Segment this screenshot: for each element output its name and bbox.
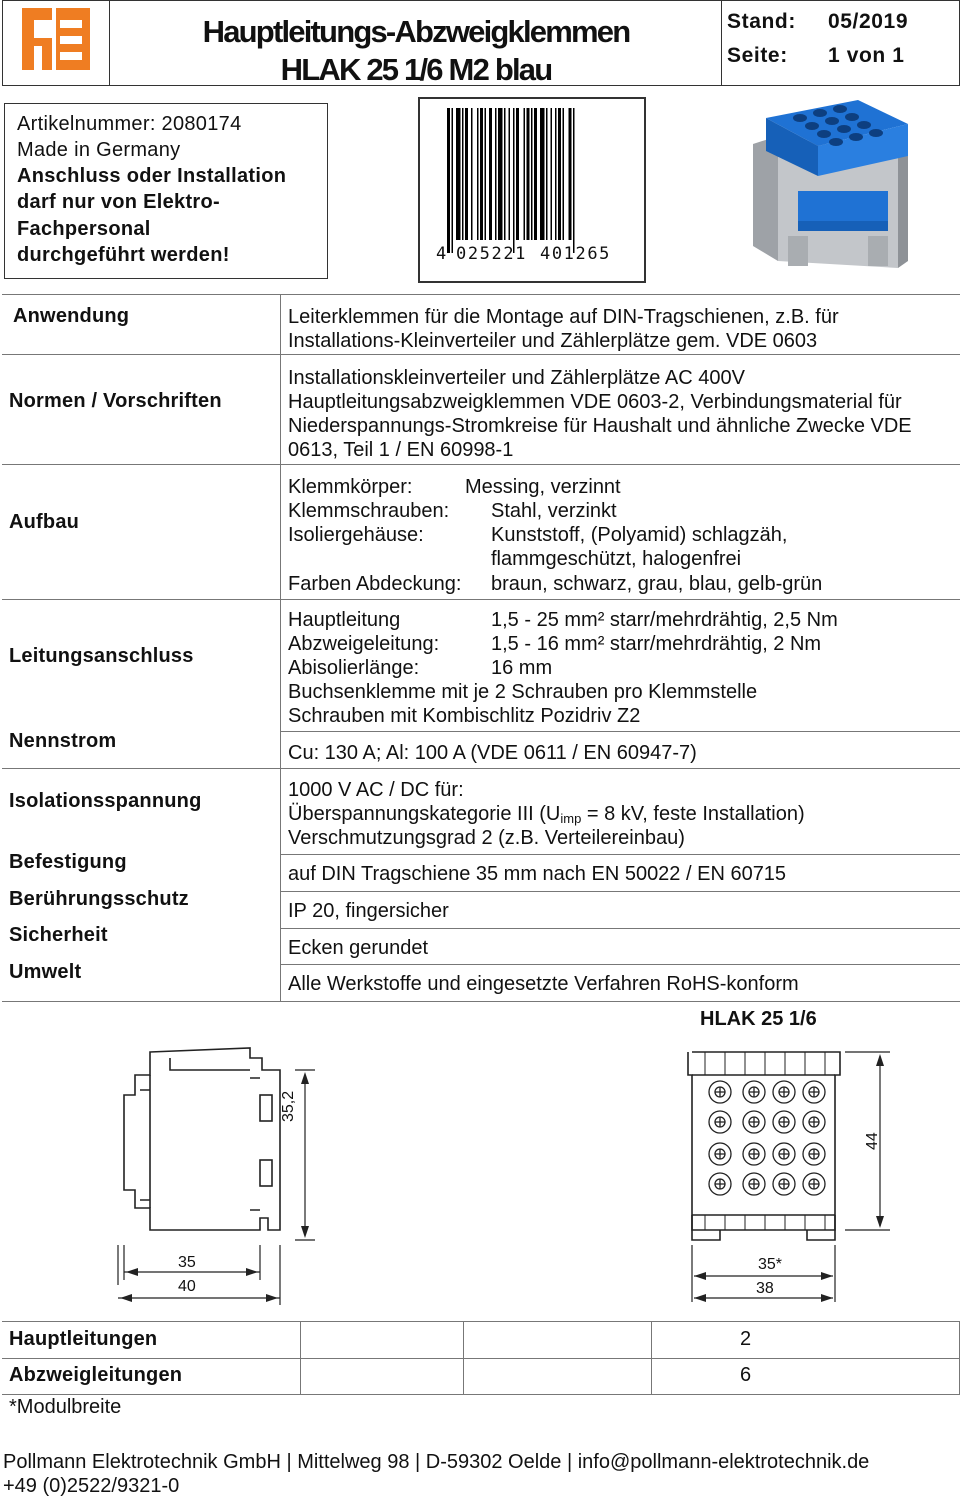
spec-value-farben: braun, schwarz, grau, blau, gelb-grün [491, 573, 823, 595]
spec-value-abzweigeleitung: 1,5 - 16 mm² starr/mehrdrähtig, 2 Nm [491, 633, 822, 655]
spec-value-normen-2: Hauptleitungsabzweigklemmen VDE 0603-2, Verbindungsmaterial für [288, 391, 902, 413]
dim-side-width-1: 35 [178, 1254, 196, 1271]
spec-value-normen-3: Niederspannungs-Stromkreise für Haushalt und ähnliche Zwecke VDE [288, 415, 912, 437]
count-value-hauptleitungen: 2 [740, 1328, 752, 1350]
barcode-bar [563, 108, 565, 240]
made-in: Made in Germany [17, 139, 181, 161]
spec-label-sicherheit: Sicherheit [9, 924, 108, 946]
spec-value-sicherheit: Ecken gerundet [288, 937, 429, 959]
spec-value-abisolierlaenge: 16 mm [491, 657, 553, 679]
spec-rule-top [2, 294, 960, 295]
barcode-bar [504, 108, 506, 240]
spec-rule [2, 599, 960, 600]
warning-line-3: Fachpersonal [17, 218, 151, 240]
spec-value-isolation-3: Verschmutzungsgrad 2 (z.B. Verteilereinbau) [288, 827, 685, 849]
barcode-bar [551, 108, 553, 240]
dim-front-width-1: 35* [758, 1256, 783, 1273]
barcode-bar [569, 108, 572, 240]
counts-col-4 [959, 1321, 960, 1394]
spec-value-isoliergehaeuse-2: flammgeschützt, halogenfrei [491, 548, 742, 570]
counts-col-3 [651, 1321, 652, 1394]
document-title: Hauptleitungs-Abzweigklemmen [202, 14, 630, 49]
spec-label-umwelt: Umwelt [9, 961, 82, 983]
spec-rule [280, 731, 960, 732]
spec-label-befestigung: Befestigung [9, 851, 127, 873]
spec-key-farben: Farben Abdeckung: [288, 573, 462, 595]
barcode-bar [485, 108, 487, 240]
seite-label: Seite: [727, 44, 788, 67]
barcode-bar [531, 108, 533, 240]
barcode-digits-left: 025221 [456, 244, 528, 264]
isolation-text-b: = 8 kV, feste Installation) [581, 803, 805, 825]
dim-side-height: 35,2 [280, 1090, 297, 1122]
barcode-bar [555, 108, 557, 240]
spec-value-nennstrom: Cu: 130 A; Al: 100 A (VDE 0611 / EN 60947-7) [288, 742, 697, 764]
spec-key-abisolierlaenge: Abisolierlänge: [288, 657, 420, 679]
barcode-bar [447, 108, 450, 253]
stand-label: Stand: [727, 10, 796, 33]
isolation-subscript: imp [560, 811, 582, 826]
spec-key-isoliergehaeuse: Isoliergehäuse: [288, 524, 424, 546]
dim-side-width-2: 40 [178, 1278, 196, 1295]
warning-line-2: darf nur von Elektro- [17, 191, 220, 213]
spec-label-aufbau: Aufbau [9, 511, 80, 533]
barcode-bar [480, 108, 483, 240]
barcode-bar [456, 108, 461, 240]
counts-rule-mid [2, 1358, 960, 1359]
spec-label-nennstrom: Nennstrom [9, 730, 117, 752]
counts-col-1 [300, 1321, 301, 1394]
spec-label-anwendung: Anwendung [13, 305, 130, 327]
barcode-bar [527, 108, 530, 240]
barcode-bar [534, 108, 537, 240]
spec-value-anwendung-2: Installations-Kleinverteiler und Zählerplätze gem. VDE 0603 [288, 330, 818, 352]
spec-label-isolationsspannung: Isolationsspannung [9, 790, 202, 812]
spec-label-normen: Normen / Vorschriften [9, 390, 222, 412]
barcode-bar [477, 108, 479, 240]
spec-value-isolation-1: 1000 V AC / DC für: [288, 779, 464, 801]
barcode-bar [509, 108, 511, 240]
spec-label-beruehrungsschutz: Berührungsschutz [9, 888, 189, 910]
footer-phone: +49 (0)2522/9321-0 [3, 1475, 180, 1497]
barcode [445, 108, 620, 253]
isolation-text-a: Überspannungskategorie III (U [288, 803, 561, 825]
side-view-drawing [110, 1040, 320, 1310]
spec-rule [280, 854, 960, 855]
count-label-hauptleitungen: Hauptleitungen [9, 1328, 158, 1350]
seite-value: 1 von 1 [828, 44, 905, 67]
spec-rule-bottom [2, 1001, 960, 1002]
barcode-bar [540, 108, 545, 240]
barcode-bar [516, 108, 519, 240]
barcode-bar [471, 108, 473, 240]
spec-key-klemmkoerper: Klemmkörper: [288, 476, 413, 498]
front-view-drawing [680, 1040, 910, 1310]
barcode-bar [546, 108, 548, 240]
barcode-bar [524, 108, 526, 240]
spec-rule [2, 464, 960, 465]
barcode-bar [558, 108, 561, 240]
barcode-bar [465, 108, 468, 240]
warning-line-4: durchgeführt werden! [17, 244, 230, 266]
spec-value-isoliergehaeuse: Kunststoff, (Polyamid) schlagzäh, [491, 524, 788, 546]
barcode-bar [573, 108, 575, 253]
count-value-abzweigleitungen: 6 [740, 1364, 752, 1386]
spec-value-anwendung-1: Leiterklemmen für die Montage auf DIN-Tragschienen, z.B. für [288, 306, 839, 328]
drawing-title: HLAK 25 1/6 [700, 1008, 817, 1030]
spec-value-schrauben: Schrauben mit Kombischlitz Pozidriv Z2 [288, 705, 641, 727]
footer-address: Pollmann Elektrotechnik GmbH | Mittelweg 98 | D-59302 Oelde | info@pollmann-elektrotechnik.de [3, 1451, 870, 1473]
barcode-bar [462, 108, 464, 240]
spec-key-abzweigeleitung: Abzweigeleitung: [288, 633, 440, 655]
footnote-modulbreite: *Modulbreite [9, 1396, 122, 1418]
spec-rule [2, 768, 960, 769]
company-logo-icon [20, 6, 92, 72]
count-label-abzweigleitungen: Abzweigleitungen [9, 1364, 183, 1386]
article-number: Artikelnummer: 2080174 [17, 113, 242, 135]
dim-front-height: 44 [864, 1132, 881, 1150]
spec-value-buchsenklemme: Buchsenklemme mit je 2 Schrauben pro Klemmstelle [288, 681, 758, 703]
barcode-digits-right: 401265 [540, 244, 612, 264]
spec-rule [2, 354, 960, 355]
spec-key-klemmschrauben: Klemmschrauben: [288, 500, 450, 522]
spec-value-klemmschrauben: Stahl, verzinkt [491, 500, 617, 522]
dim-front-width-2: 38 [756, 1280, 774, 1297]
barcode-bar [513, 108, 515, 253]
spec-rule [280, 891, 960, 892]
counts-col-2 [463, 1321, 464, 1394]
spec-col-divider [280, 294, 281, 1002]
barcode-bar [495, 108, 497, 240]
product-title: HLAK 25 1/6 M2 blau [280, 52, 552, 87]
spec-key-hauptleitung: Hauptleitung [288, 609, 401, 631]
counts-rule-top [2, 1321, 960, 1322]
spec-label-leitungsanschluss: Leitungsanschluss [9, 645, 194, 667]
barcode-bar [452, 108, 454, 253]
counts-rule-bottom [2, 1394, 960, 1395]
spec-value-normen-4: 0613, Teil 1 / EN 60998-1 [288, 439, 514, 461]
spec-rule [280, 928, 960, 929]
spec-value-normen-1: Installationskleinverteiler und Zählerplätze AC 400V [288, 367, 745, 389]
warning-line-1: Anschluss oder Installation [17, 165, 287, 187]
spec-value-hauptleitung: 1,5 - 25 mm² starr/mehrdrähtig, 2,5 Nm [491, 609, 838, 631]
spec-value-klemmkoerper: Messing, verzinnt [465, 476, 621, 498]
product-photo [748, 96, 913, 276]
barcode-bar [489, 108, 492, 240]
stand-value: 05/2019 [828, 10, 909, 33]
spec-value-umwelt: Alle Werkstoffe und eingesetzte Verfahren RoHS-konform [288, 973, 799, 995]
spec-value-befestigung: auf DIN Tragschiene 35 mm nach EN 50022 / EN 60715 [288, 863, 787, 885]
spec-value-beruehrungsschutz: IP 20, fingersicher [288, 900, 449, 922]
spec-rule [280, 964, 960, 965]
barcode-digit-first: 4 [436, 244, 447, 264]
barcode-bar [498, 108, 503, 240]
